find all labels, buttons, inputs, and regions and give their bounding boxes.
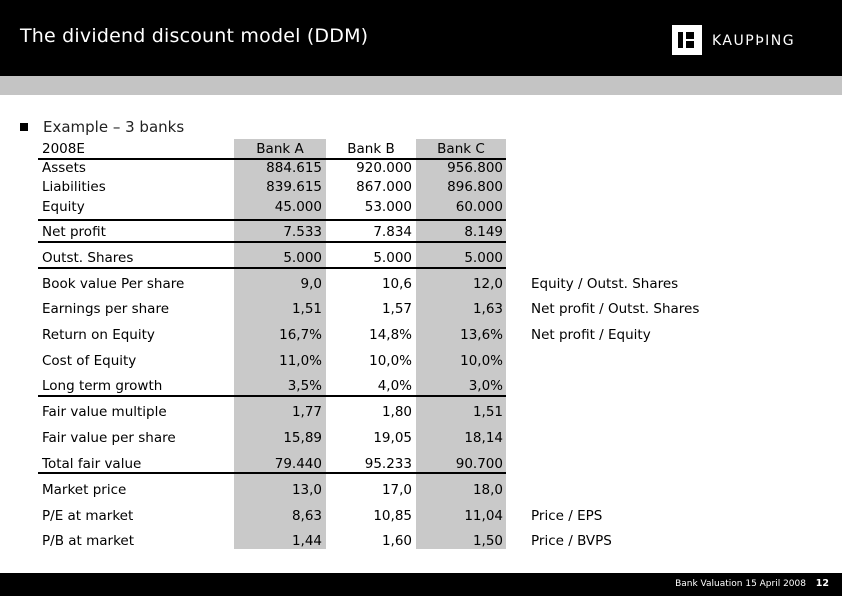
formula-note: Net profit / Outst. Shares xyxy=(531,301,700,317)
value-cell: 53.000 xyxy=(364,199,412,215)
row-label: Outst. Shares xyxy=(42,250,134,266)
value-cell: 12,0 xyxy=(472,276,503,292)
value-cell: 15,89 xyxy=(283,430,322,446)
value-cell: 839.615 xyxy=(266,179,322,195)
footer-bar xyxy=(0,573,842,596)
value-cell: 7.834 xyxy=(373,224,412,240)
section-rule xyxy=(38,267,506,269)
value-cell: 10,6 xyxy=(381,276,412,292)
header-divider xyxy=(0,76,842,95)
logo-text: KAUPÞING xyxy=(712,33,796,49)
value-cell: 11,0% xyxy=(279,353,322,369)
value-cell: 3,5% xyxy=(287,378,322,394)
row-label: Liabilities xyxy=(42,179,106,195)
value-cell: 13,6% xyxy=(460,327,503,343)
footer-text: Bank Valuation 15 April 2008 xyxy=(675,579,806,589)
value-cell: 10,0% xyxy=(460,353,503,369)
value-cell: 896.800 xyxy=(447,179,503,195)
value-cell: 1,57 xyxy=(381,301,412,317)
formula-note: Price / BVPS xyxy=(531,533,612,549)
value-cell: 7.533 xyxy=(283,224,322,240)
value-cell: 10,0% xyxy=(369,353,412,369)
value-cell: 8,63 xyxy=(291,508,322,524)
value-cell: 1,77 xyxy=(291,404,322,420)
row-label: P/B at market xyxy=(42,533,135,549)
page-number: 12 xyxy=(815,578,829,589)
value-cell: 5.000 xyxy=(283,250,322,266)
column-header-bank-b: Bank B xyxy=(347,141,395,157)
row-label: Book value Per share xyxy=(42,276,185,292)
value-cell: 45.000 xyxy=(274,199,322,215)
formula-note: Equity / Outst. Shares xyxy=(531,276,679,292)
value-cell: 5.000 xyxy=(464,250,503,266)
title-bar xyxy=(0,0,842,76)
formula-note: Price / EPS xyxy=(531,508,603,524)
value-cell: 867.000 xyxy=(356,179,412,195)
row-label: Market price xyxy=(42,482,127,498)
value-cell: 16,7% xyxy=(279,327,322,343)
value-cell: 10,85 xyxy=(373,508,412,524)
value-cell: 5.000 xyxy=(373,250,412,266)
value-cell: 18,0 xyxy=(472,482,503,498)
row-label: Assets xyxy=(42,160,86,176)
row-label: P/E at market xyxy=(42,508,134,524)
value-cell: 14,8% xyxy=(369,327,412,343)
row-label: Long term growth xyxy=(42,378,163,394)
year-label: 2008E xyxy=(42,141,85,157)
section-rule xyxy=(38,241,506,243)
value-cell: 1,80 xyxy=(381,404,412,420)
value-cell: 1,63 xyxy=(472,301,503,317)
value-cell: 11,04 xyxy=(464,508,503,524)
row-label: Net profit xyxy=(42,224,106,240)
section-rule xyxy=(38,472,506,474)
column-header-bank-c: Bank C xyxy=(437,141,485,157)
value-cell: 8.149 xyxy=(464,224,503,240)
value-cell: 90.700 xyxy=(455,456,503,472)
value-cell: 1,50 xyxy=(472,533,503,549)
row-label: Return on Equity xyxy=(42,327,155,343)
section-rule xyxy=(38,219,506,221)
value-cell: 1,51 xyxy=(472,404,503,420)
row-label: Earnings per share xyxy=(42,301,170,317)
value-cell: 18,14 xyxy=(464,430,503,446)
value-cell: 19,05 xyxy=(373,430,412,446)
row-label: Fair value per share xyxy=(42,430,176,446)
row-label: Total fair value xyxy=(42,456,142,472)
value-cell: 17,0 xyxy=(381,482,412,498)
column-header-bank-a: Bank A xyxy=(256,141,304,157)
section-subtitle: Example – 3 banks xyxy=(43,118,185,136)
value-cell: 9,0 xyxy=(300,276,322,292)
row-label: Fair value multiple xyxy=(42,404,167,420)
value-cell: 95.233 xyxy=(364,456,412,472)
row-label: Equity xyxy=(42,199,85,215)
logo-mark-icon xyxy=(672,25,702,55)
value-cell: 60.000 xyxy=(455,199,503,215)
bullet-icon xyxy=(20,123,28,131)
value-cell: 956.800 xyxy=(447,160,503,176)
formula-note: Net profit / Equity xyxy=(531,327,651,343)
value-cell: 1,44 xyxy=(291,533,322,549)
row-label: Cost of Equity xyxy=(42,353,137,369)
section-rule xyxy=(38,395,506,397)
value-cell: 920.000 xyxy=(356,160,412,176)
page-title: The dividend discount model (DDM) xyxy=(20,25,369,47)
value-cell: 4,0% xyxy=(377,378,412,394)
value-cell: 79.440 xyxy=(274,456,322,472)
value-cell: 884.615 xyxy=(266,160,322,176)
value-cell: 1,60 xyxy=(381,533,412,549)
value-cell: 13,0 xyxy=(291,482,322,498)
value-cell: 3,0% xyxy=(468,378,503,394)
value-cell: 1,51 xyxy=(291,301,322,317)
